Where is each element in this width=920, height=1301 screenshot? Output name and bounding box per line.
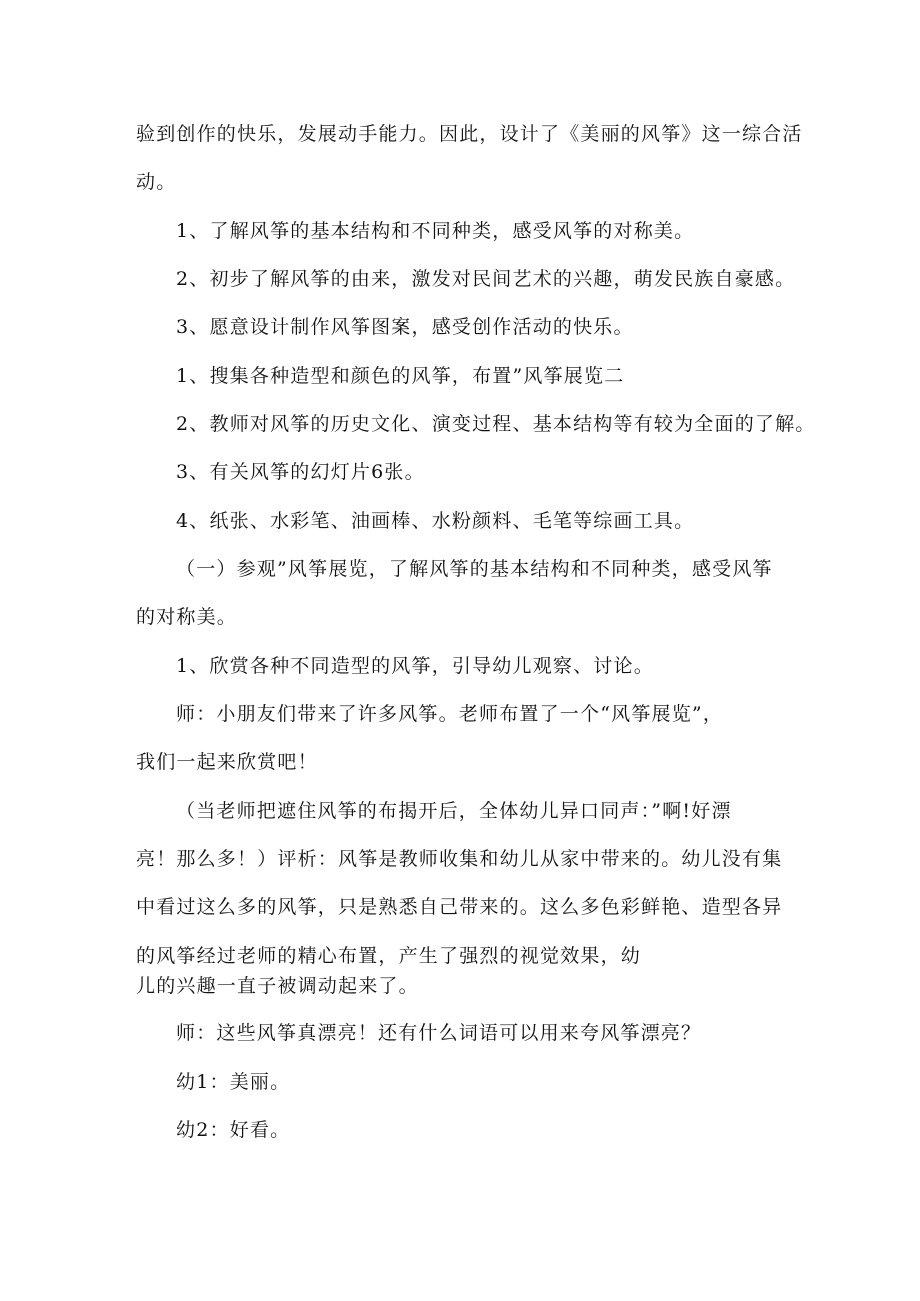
text-line: 验到创作的快乐，发展动手能力。因此，设计了《美丽的风筝》这一综合活 [136, 123, 803, 145]
text-line: 1、了解风筝的基本结构和不同种类，感受风筝的对称美。 [176, 220, 695, 242]
text-line: 1、搜集各种造型和颜色的风筝，布置”风筝展览二 [176, 365, 625, 387]
text-line: 的对称美。 [136, 606, 238, 628]
text-line: 3、有关风筝的幻灯片6张。 [176, 461, 425, 483]
text-line: 亮！那么多！）评析：风筝是教师收集和幼儿从家中带来的。幼儿没有集 [136, 848, 783, 870]
text-line: （当老师把遮住风筝的布揭开后，全体幼儿异口同声：”啊!好漂 [176, 800, 732, 822]
text-line: 幼2：好看。 [176, 1119, 291, 1141]
text-line: 中看过这么多的风筝，只是熟悉自己带来的。这么多色彩鲜艳、造型各异 [136, 896, 783, 918]
text-line: 师：这些风筝真漂亮！还有什么词语可以用来夸风筝漂亮？ [176, 1022, 702, 1044]
text-line: 师：小朋友们带来了许多风筝。老师布置了一个“风筝展览”， [176, 703, 724, 725]
text-line: 2、教师对风筝的历史文化、演变过程、基本结构等有较为全面的了解。 [176, 413, 816, 435]
text-line: 3、愿意设计制作风筝图案，感受创作活动的快乐。 [176, 316, 634, 338]
text-line: 1、欣赏各种不同造型的风筝，引导幼儿观察、讨论。 [176, 655, 654, 677]
text-line: 幼1：美丽。 [176, 1071, 291, 1093]
text-line: 4、纸张、水彩笔、油画棒、水粉颜料、毛笔等综画工具。 [176, 510, 695, 532]
text-line: （一）参观”风筝展览，了解风筝的基本结构和不同种类，感受风筝 [176, 558, 773, 580]
text-line: 儿的兴趣一直子被调动起来了。 [136, 975, 419, 997]
text-line: 2、初步了解风筝的由来，激发对民间艺术的兴趣，萌发民族自豪感。 [176, 268, 796, 290]
text-line: 的风筝经过老师的精心布置，产生了强烈的视觉效果，幼 [136, 945, 642, 967]
text-line: 我们一起来欣赏吧！ [136, 751, 318, 773]
text-line: 动。 [136, 171, 177, 193]
